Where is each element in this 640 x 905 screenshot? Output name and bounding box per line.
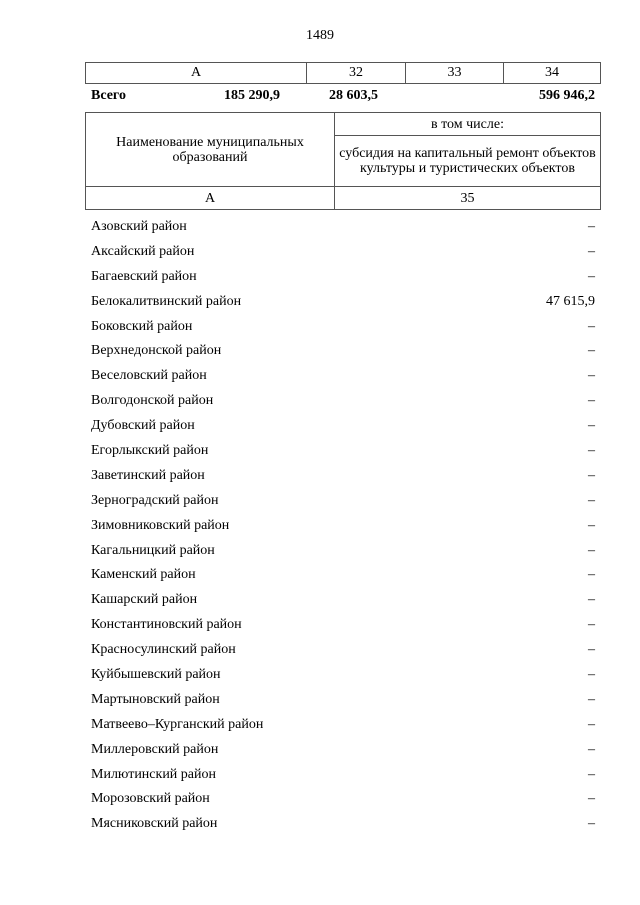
municipality-name: Зерноградский район bbox=[91, 492, 219, 508]
table-row bbox=[85, 515, 601, 540]
table-row bbox=[85, 564, 601, 589]
subsidy-value: – bbox=[588, 393, 595, 409]
municipality-name: Аксайский район bbox=[91, 243, 195, 259]
municipality-name-header: Наименование муниципальных образований bbox=[86, 113, 335, 187]
municipality-name: Багаевский район bbox=[91, 268, 197, 284]
totals-value-32: 185 290,9 bbox=[224, 88, 280, 103]
municipality-name: Каменский район bbox=[91, 567, 196, 583]
code-35-cell: 35 bbox=[335, 187, 601, 210]
table-row bbox=[85, 490, 601, 515]
subsidy-value: – bbox=[588, 517, 595, 533]
municipality-name: Кагальницкий район bbox=[91, 542, 215, 558]
subsidy-value: – bbox=[588, 716, 595, 732]
code-a-cell: А bbox=[86, 187, 335, 210]
subsidy-value: – bbox=[588, 667, 595, 683]
table-row bbox=[85, 788, 601, 813]
subsidy-value: – bbox=[588, 816, 595, 832]
table-row bbox=[85, 266, 601, 291]
table-row bbox=[85, 764, 601, 789]
municipality-name: Красносулинский район bbox=[91, 642, 236, 658]
totals-value-34: 596 946,2 bbox=[539, 88, 595, 103]
column-number-header-table bbox=[85, 62, 601, 84]
subsidy-value: – bbox=[588, 243, 595, 259]
table-row bbox=[85, 340, 601, 365]
subsidy-value: – bbox=[588, 691, 595, 707]
totals-value-33: 28 603,5 bbox=[329, 88, 378, 103]
municipality-name: Веселовский район bbox=[91, 368, 207, 384]
column-number-row bbox=[86, 63, 601, 84]
municipality-name: Мартыновский район bbox=[91, 691, 220, 707]
table-row bbox=[85, 739, 601, 764]
municipality-name: Зимовниковский район bbox=[91, 517, 230, 533]
table-row bbox=[85, 664, 601, 689]
col-a-header: А bbox=[86, 63, 307, 84]
table-row bbox=[85, 689, 601, 714]
page-number: 1489 bbox=[306, 28, 334, 43]
subsidy-value: – bbox=[588, 617, 595, 633]
subsidy-value: – bbox=[588, 642, 595, 658]
subsidy-value: – bbox=[588, 741, 595, 757]
table-row bbox=[85, 813, 601, 838]
subsidy-value: – bbox=[588, 443, 595, 459]
subsidy-value: – bbox=[588, 368, 595, 384]
totals-label: Всего bbox=[91, 88, 126, 103]
table-row bbox=[85, 540, 601, 565]
municipality-list bbox=[85, 216, 601, 838]
table-row bbox=[85, 316, 601, 341]
municipality-name: Азовский район bbox=[91, 219, 187, 234]
subsidy-value: – bbox=[588, 791, 595, 807]
subsidy-value: – bbox=[588, 567, 595, 583]
table-row bbox=[85, 614, 601, 639]
table-row bbox=[85, 639, 601, 664]
municipality-name: Верхнедонской район bbox=[91, 343, 222, 359]
col-33-header: 33 bbox=[406, 63, 504, 84]
subsidy-value: – bbox=[588, 418, 595, 434]
municipality-name: Боковский район bbox=[91, 318, 193, 334]
municipality-name: Морозовский район bbox=[91, 791, 210, 807]
subsidy-header-table bbox=[85, 112, 601, 210]
municipality-name: Белокалитвинский район bbox=[91, 293, 242, 309]
table-row bbox=[85, 440, 601, 465]
col-34-header: 34 bbox=[504, 63, 601, 84]
subsidy-value: – bbox=[588, 343, 595, 359]
municipality-name: Кашарский район bbox=[91, 592, 198, 608]
table-row bbox=[85, 216, 601, 241]
table-row bbox=[85, 714, 601, 739]
subsidy-value: – bbox=[588, 467, 595, 483]
municipality-name: Константиновский район bbox=[91, 617, 242, 633]
municipality-name: Милютинский район bbox=[91, 766, 217, 782]
municipality-name: Мясниковский район bbox=[91, 816, 218, 832]
table-row bbox=[85, 589, 601, 614]
subsidy-value: – bbox=[588, 492, 595, 508]
table-row bbox=[85, 415, 601, 440]
municipality-name: Дубовский район bbox=[91, 418, 195, 434]
municipality-name: Волгодонской район bbox=[91, 393, 214, 409]
subsidy-value: – bbox=[588, 592, 595, 608]
table-row bbox=[85, 241, 601, 266]
municipality-name: Заветинский район bbox=[91, 467, 205, 483]
subsidy-value: – bbox=[588, 318, 595, 334]
municipality-name: Егорлыкский район bbox=[91, 443, 209, 459]
subsidy-value: 47 615,9 bbox=[546, 293, 595, 309]
table-row bbox=[85, 365, 601, 390]
table-row bbox=[85, 390, 601, 415]
totals-row bbox=[85, 88, 601, 108]
subsidy-value: – bbox=[588, 542, 595, 558]
table-row bbox=[85, 465, 601, 490]
col-32-header: 32 bbox=[307, 63, 406, 84]
municipality-name: Куйбышевский район bbox=[91, 667, 221, 683]
subsidy-value: – bbox=[588, 766, 595, 782]
subsidy-header: субсидия на капитальный ремонт объектов культуры и туристических объектов bbox=[335, 136, 601, 187]
subsidy-value: – bbox=[588, 219, 595, 234]
subsidy-value: – bbox=[588, 268, 595, 284]
table-row bbox=[85, 291, 601, 316]
municipality-name: Миллеровский район bbox=[91, 741, 219, 757]
including-header: в том числе: bbox=[335, 113, 601, 136]
municipality-name: Матвеево–Курганский район bbox=[91, 716, 264, 732]
